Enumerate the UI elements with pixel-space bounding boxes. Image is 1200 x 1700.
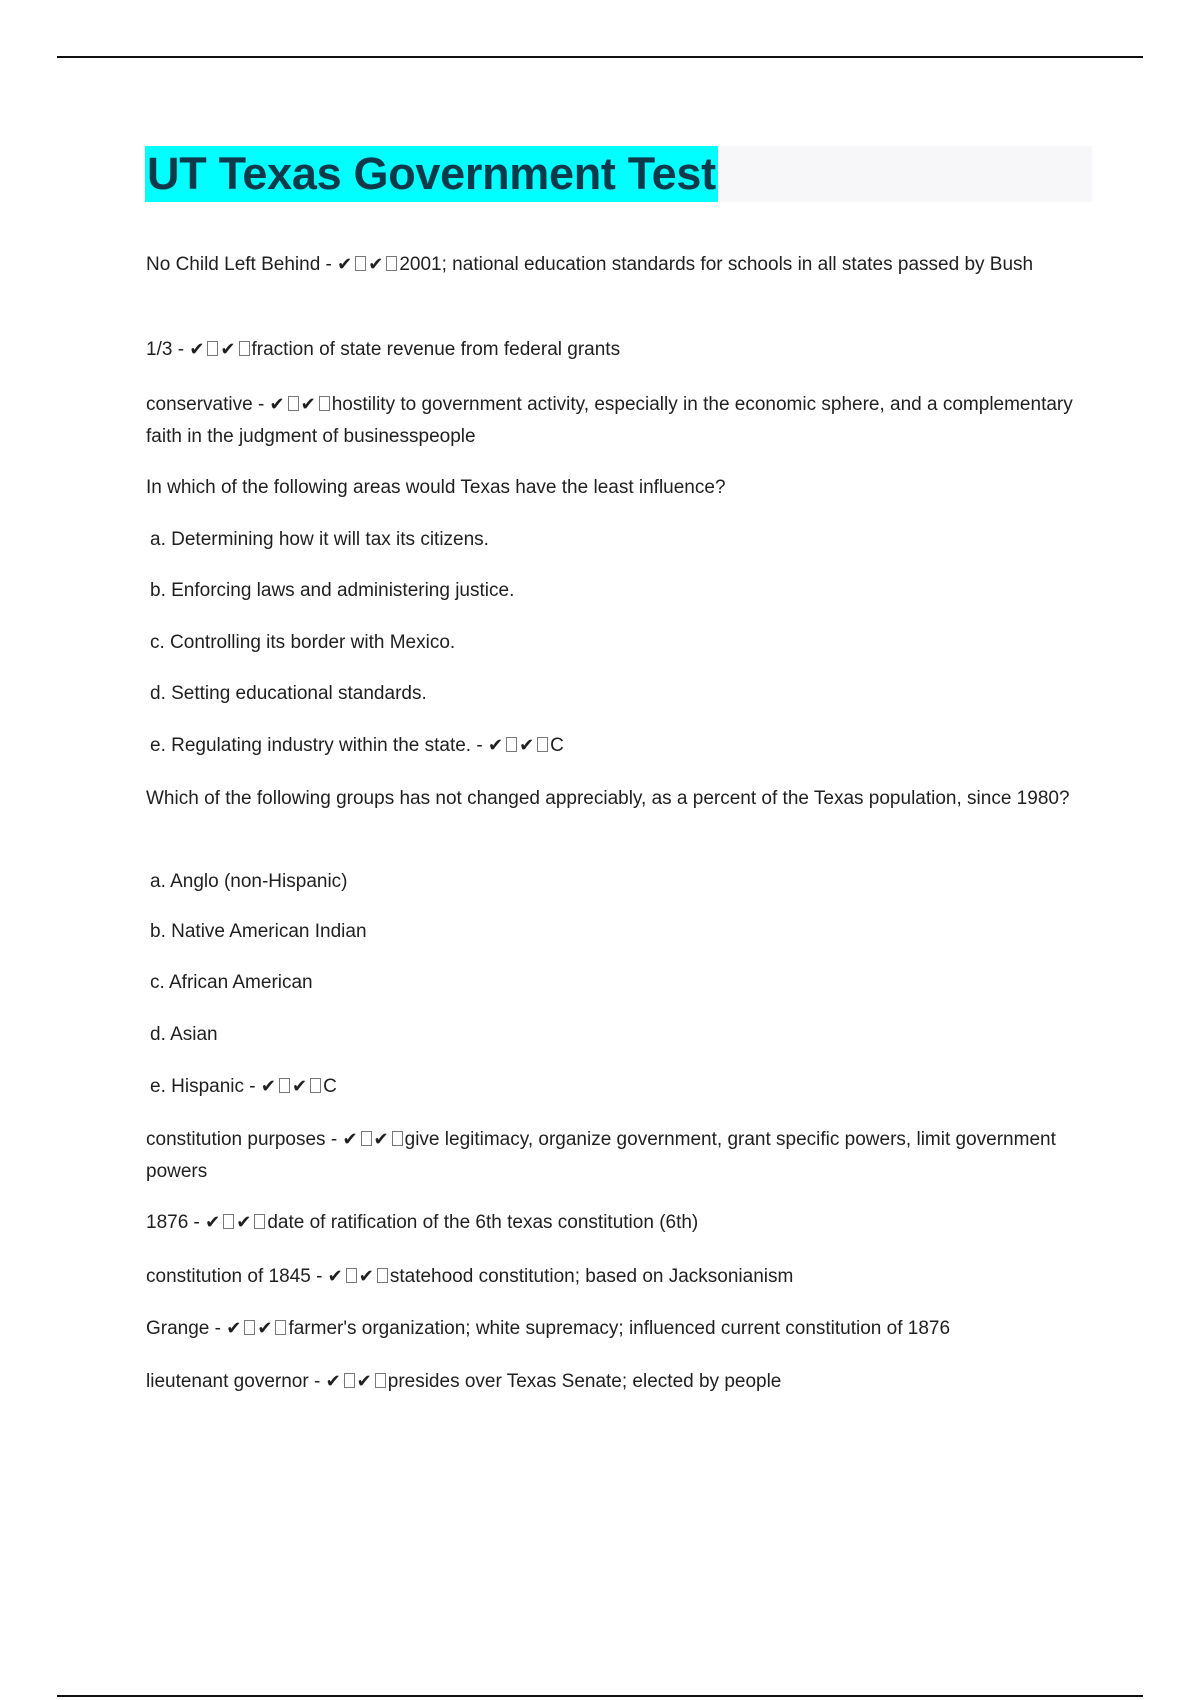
check-icon: ✔ (236, 1212, 252, 1233)
check-icon: ✔ (342, 1129, 358, 1150)
flashcard-entry: lieutenant governor - ✔ ✔ presides over Texas Senate; elected by people (146, 1371, 782, 1392)
missing-glyph-box (361, 1131, 372, 1146)
flashcard-entry: conservative - ✔ ✔ hostility to government activity, especially in the economic sphere, and a complementary faith in the judgment of businesspeople (146, 394, 1073, 447)
check-icon: ✔ (257, 1318, 273, 1339)
missing-glyph-box (223, 1214, 234, 1229)
check-icon: ✔ (373, 1129, 389, 1150)
answer-option-with-answer: e. Regulating industry within the state. - ✔ ✔ C (150, 735, 564, 756)
check-icon: ✔ (327, 1266, 343, 1287)
check-icon: ✔ (260, 1076, 276, 1097)
flashcard-entry: 1876 - ✔ ✔ date of ratification of the 6th texas constitution (6th) (146, 1212, 699, 1233)
missing-glyph-box (207, 341, 218, 356)
footer-rule (57, 1695, 1143, 1697)
missing-glyph-box (275, 1320, 286, 1335)
check-icon: ✔ (337, 254, 353, 275)
missing-glyph-box (244, 1320, 255, 1335)
answer-option: b. Native American Indian (150, 921, 367, 942)
answer-option: c. African American (150, 972, 313, 993)
check-icon: ✔ (189, 339, 205, 360)
answer-option: c. Controlling its border with Mexico. (150, 632, 456, 653)
check-icon: ✔ (205, 1212, 221, 1233)
missing-glyph-box (392, 1131, 403, 1146)
check-icon: ✔ (358, 1266, 374, 1287)
answer-option: a. Anglo (non-Hispanic) (150, 871, 348, 892)
answer-option-with-answer: e. Hispanic - ✔ ✔ C (150, 1076, 337, 1097)
flashcard-entry: Grange - ✔ ✔ farmer's organization; white supremacy; influenced current constitution of 1876 (146, 1318, 951, 1339)
check-icon: ✔ (368, 254, 384, 275)
missing-glyph-box (319, 396, 330, 411)
check-icon: ✔ (220, 339, 236, 360)
answer-letter: C (323, 1076, 337, 1097)
missing-glyph-box (375, 1373, 386, 1388)
check-icon: ✔ (487, 735, 504, 756)
header-rule (57, 56, 1143, 58)
missing-glyph-box (346, 1268, 357, 1283)
missing-glyph-box (506, 737, 517, 752)
answer-option: d. Asian (150, 1024, 218, 1045)
missing-glyph-box (279, 1078, 290, 1093)
check-icon: ✔ (269, 394, 285, 415)
check-icon: ✔ (519, 735, 535, 756)
check-icon: ✔ (325, 1371, 341, 1392)
flashcard-entry: 1/3 - ✔ ✔ fraction of state revenue from federal grants (146, 339, 621, 360)
flashcard-entry: constitution purposes - ✔ ✔ give legitimacy, organize government, grant specific powers, limit government powers (146, 1129, 1056, 1182)
answer-option: d. Setting educational standards. (150, 683, 427, 704)
check-icon: ✔ (226, 1318, 242, 1339)
missing-glyph-box (288, 396, 299, 411)
answer-letter: C (550, 735, 564, 756)
missing-glyph-box (239, 341, 250, 356)
missing-glyph-box (537, 737, 548, 752)
missing-glyph-box (344, 1373, 355, 1388)
missing-glyph-box (377, 1268, 388, 1283)
check-icon: ✔ (291, 1076, 308, 1097)
check-icon: ✔ (356, 1371, 372, 1392)
flashcard-entry: constitution of 1845 - ✔ ✔ statehood constitution; based on Jacksonianism (146, 1266, 794, 1287)
missing-glyph-box (355, 256, 366, 271)
question-prompt: In which of the following areas would Texas have the least influence? (146, 477, 726, 498)
page-title: UT Texas Government Test (145, 146, 718, 202)
missing-glyph-box (310, 1078, 321, 1093)
missing-glyph-box (386, 256, 397, 271)
answer-option: b. Enforcing laws and administering justice. (150, 580, 515, 601)
question-prompt: Which of the following groups has not changed appreciably, as a percent of the Texas population, since 1980? (146, 788, 1070, 809)
flashcard-entry: No Child Left Behind - ✔ ✔ 2001; national education standards for schools in all states passed by Bush (146, 254, 1034, 275)
answer-option: a. Determining how it will tax its citizens. (150, 529, 489, 550)
missing-glyph-box (254, 1214, 265, 1229)
check-icon: ✔ (300, 394, 316, 415)
